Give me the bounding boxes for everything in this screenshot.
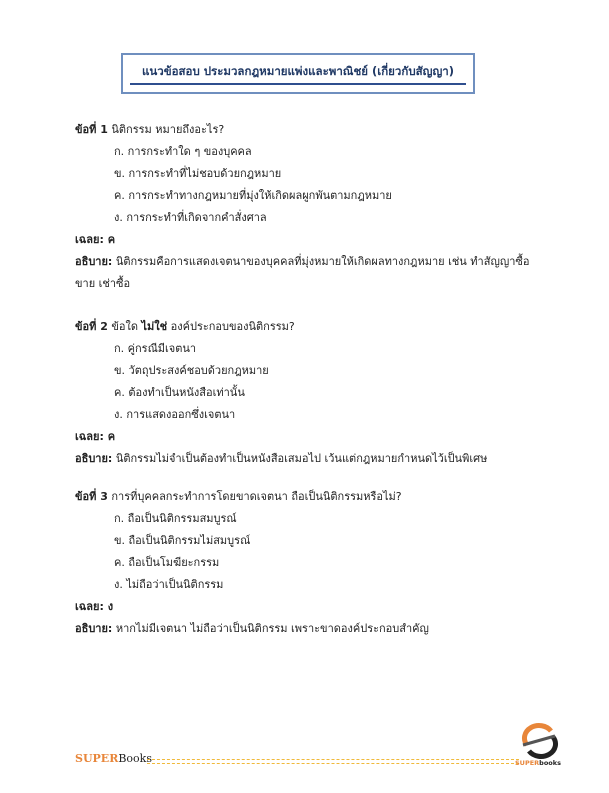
logo-super: SUPER <box>515 759 540 767</box>
question-text-post: องค์ประกอบของนิติกรรม? <box>170 320 295 333</box>
question-label: ข้อที่ 3 <box>75 490 108 503</box>
option: ค. การกระทำทางกฎหมายที่มุ่งให้เกิดผลผูกพันตามกฎหมาย <box>114 189 392 202</box>
question-text-pre: ข้อใด <box>111 320 139 333</box>
explain-text: นิติกรรมไม่จำเป็นต้องทำเป็นหนังสือเสมอไป เว้นแต่กฎหมายกำหนดไว้เป็นพิเศษ <box>115 452 488 465</box>
option: ข. วัตถุประสงค์ชอบด้วยกฎหมาย <box>114 364 269 377</box>
explain-text: นิติกรรมคือการแสดงเจตนาของบุคคลที่มุ่งหมายให้เกิดผลทางกฎหมาย เช่น ทำสัญญาซื้อขาย เช่าซื้อ <box>75 255 530 290</box>
page-title: แนวข้อสอบ ประมวลกฎหมายแพ่งและพาณิชย์ (เกี่ยวกับสัญญา) <box>142 64 454 78</box>
option: ง. การแสดงออกซึ่งเจตนา <box>114 408 236 421</box>
superbooks-logo-icon <box>515 723 563 769</box>
footer-divider <box>147 759 519 764</box>
explain-label: อธิบาย: <box>75 255 113 268</box>
option: ง. ไม่ถือว่าเป็นนิติกรรม <box>114 578 224 591</box>
question-3 <box>75 486 545 640</box>
option: ค. ถือเป็นโมฆียะกรรม <box>114 556 220 569</box>
footer-brand-super: SUPER <box>75 752 119 765</box>
option: ก. ถือเป็นนิติกรรมสมบูรณ์ <box>114 512 237 525</box>
question-2 <box>75 316 545 470</box>
explain-label: อธิบาย: <box>75 622 113 635</box>
footer <box>75 752 152 765</box>
option: ก. คู่กรณีมีเจตนา <box>114 342 197 355</box>
option: ค. ต้องทำเป็นหนังสือเท่านั้น <box>114 386 245 399</box>
title-underline <box>130 83 466 85</box>
answer-value: ง <box>107 600 114 613</box>
logo-books: books <box>539 759 561 767</box>
option: ก. การกระทำใด ๆ ของบุคคล <box>114 145 252 158</box>
answer-value: ค <box>107 430 116 443</box>
question-text: นิติกรรม หมายถึงอะไร? <box>111 123 225 136</box>
option: ง. การกระทำที่เกิดจากคำสั่งศาล <box>114 211 267 224</box>
question-text: การที่บุคคลกระทำการโดยขาดเจตนา ถือเป็นนิติกรรมหรือไม่? <box>111 490 402 503</box>
question-label: ข้อที่ 2 <box>75 320 108 333</box>
title-box <box>121 53 475 94</box>
question-label: ข้อที่ 1 <box>75 123 108 136</box>
answer-value: ค <box>107 233 116 246</box>
option: ข. การกระทำที่ไม่ชอบด้วยกฎหมาย <box>114 167 282 180</box>
question-text-emphasis: ไม่ใช่ <box>141 320 168 333</box>
answer-label: เฉลย: <box>75 600 104 613</box>
question-1 <box>75 119 545 295</box>
explain-text: หากไม่มีเจตนา ไม่ถือว่าเป็นนิติกรรม เพราะขาดองค์ประกอบสำคัญ <box>115 622 429 635</box>
answer-label: เฉลย: <box>75 233 104 246</box>
option: ข. ถือเป็นนิติกรรมไม่สมบูรณ์ <box>114 534 251 547</box>
footer-brand-books: Books <box>118 752 152 765</box>
explain-label: อธิบาย: <box>75 452 113 465</box>
answer-label: เฉลย: <box>75 430 104 443</box>
